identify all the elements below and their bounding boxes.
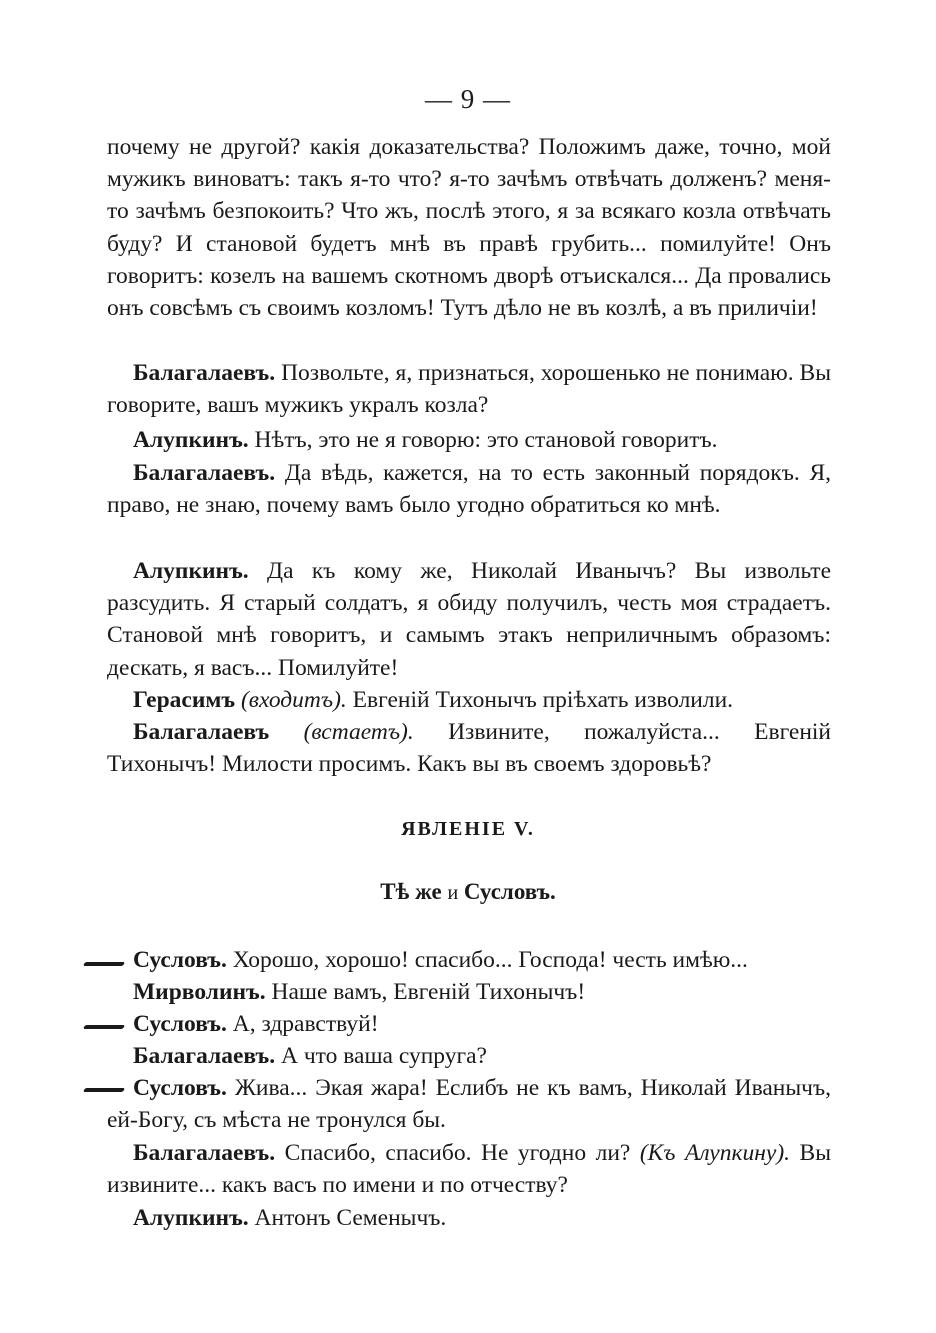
speech-text: Хорошо, хорошо! спасибо... Господа! честь имѣю... [232,947,748,973]
speech-text: Евгеній Тихонычъ пріѣхать изволили. [352,687,734,713]
speech-alupkin-1 [107,424,831,456]
speech-alupkin-3 [107,1202,831,1234]
speaker-name: Мирволинъ. [133,979,266,1005]
speaker-name: Алупкинъ. [133,558,249,584]
speaker-name: Сусловъ. [133,947,227,973]
speech-text: А, здравствуй! [232,1011,379,1037]
speaker-name: Балагалаевъ. [133,1140,276,1166]
paragraph-text: почему не другой? какія доказательства? Положимъ даже, точно, мой мужикъ виноватъ: такъ я-то что? я-то зачѣмъ отвѣчать долженъ? меня-то зачѣмъ безпокоить? Что жъ, послѣ этого, я за всякаго козла отвѣчать буду? И становой будетъ мнѣ въ правѣ грубить... помилуйте! Онъ говоритъ: козелъ на вашемъ скотномъ дворѣ отъискался... Да провались онъ совсѣмъ съ своимъ козломъ! Тутъ дѣло не въ козлѣ, а въ приличіи! [107,134,831,322]
speech-text: Жива... Экая жара! Еслибъ не къ вамъ, Николай Иванычъ, ей-Богу, съ мѣста не тронулся бы. [107,1075,832,1134]
speech-text: Да къ кому же, Николай Иванычъ? Вы извольте разсудить. Я старый солдатъ, я обиду получилъ, честь моя страдаетъ. Становой мнѣ говоритъ, и самымъ этакъ неприличнымъ образомъ: дескать, я васъ... Помилуйте! [107,558,831,681]
speech-text: Спасибо, спасибо. Не угодно ли? [284,1140,631,1166]
speech-text: Позвольте, я, признаться, хорошенько не понимаю. Вы говорите, вашъ мужикъ укралъ козла? [107,360,832,419]
stage-direction: (входитъ). [240,687,347,713]
speaker-name: Алупкинъ. [133,1205,249,1231]
speech-text: Извините, пожалуйста... Евгеній Тихонычъ! Милости просимъ. Какъ вы въ своемъ здоровьѣ? [107,719,832,778]
scene-heading: ЯВЛЕНІЕ V. [401,818,535,840]
speech-suslov-2 [107,1008,831,1040]
speech-text: Вы извините... какъ васъ по имени и по отчеству? [107,1140,832,1199]
speaker-name: Сусловъ. [133,1075,227,1101]
speaker-name: Балагалаевъ. [133,1043,276,1069]
speech-mirvolin [107,976,831,1008]
speech-suslov-1 [107,944,831,976]
cast-heading-part: Тѣ же [380,879,442,904]
cast-heading-part: Сусловъ. [463,879,556,904]
speaker-name: Балагалаевъ. [133,460,276,486]
speech-text: Антонъ Семенычъ. [254,1205,447,1231]
speech-balagalaev-1 [107,357,831,421]
cast-heading [0,879,936,905]
stage-direction: (Къ Алупкину). [639,1140,791,1166]
speech-balagalaev-4 [107,1040,831,1072]
speaker-name: Балагалаевъ [133,719,270,745]
speech-text: Нѣтъ, это не я говорю: это становой говоритъ. [254,427,718,453]
speech-text: А что ваша супруга? [280,1043,487,1069]
page-number: — 9 — [425,84,511,114]
speech-alupkin-2 [107,555,831,684]
speaker-name: Балагалаевъ. [133,360,276,386]
paragraph-continuation [107,131,831,324]
speech-balagalaev-2 [107,457,831,521]
speech-suslov-3 [107,1072,831,1136]
speech-text: Наше вамъ, Евгеній Тихонычъ! [271,979,586,1005]
speech-text: Да вѣдь, кажется, на то есть законный порядокъ. Я, право, не знаю, почему вамъ было угодно обратиться ко мнѣ. [107,460,832,519]
speaker-name: Алупкинъ. [133,427,249,453]
speech-balagalaev-3 [107,716,831,780]
speech-gerasim [107,684,831,716]
cast-heading-conjunction: и [447,882,459,904]
speaker-name: Герасимъ [133,687,236,713]
stage-direction: (встаетъ). [303,719,414,745]
speech-balagalaev-5 [107,1137,831,1201]
speaker-name: Сусловъ. [133,1011,227,1037]
